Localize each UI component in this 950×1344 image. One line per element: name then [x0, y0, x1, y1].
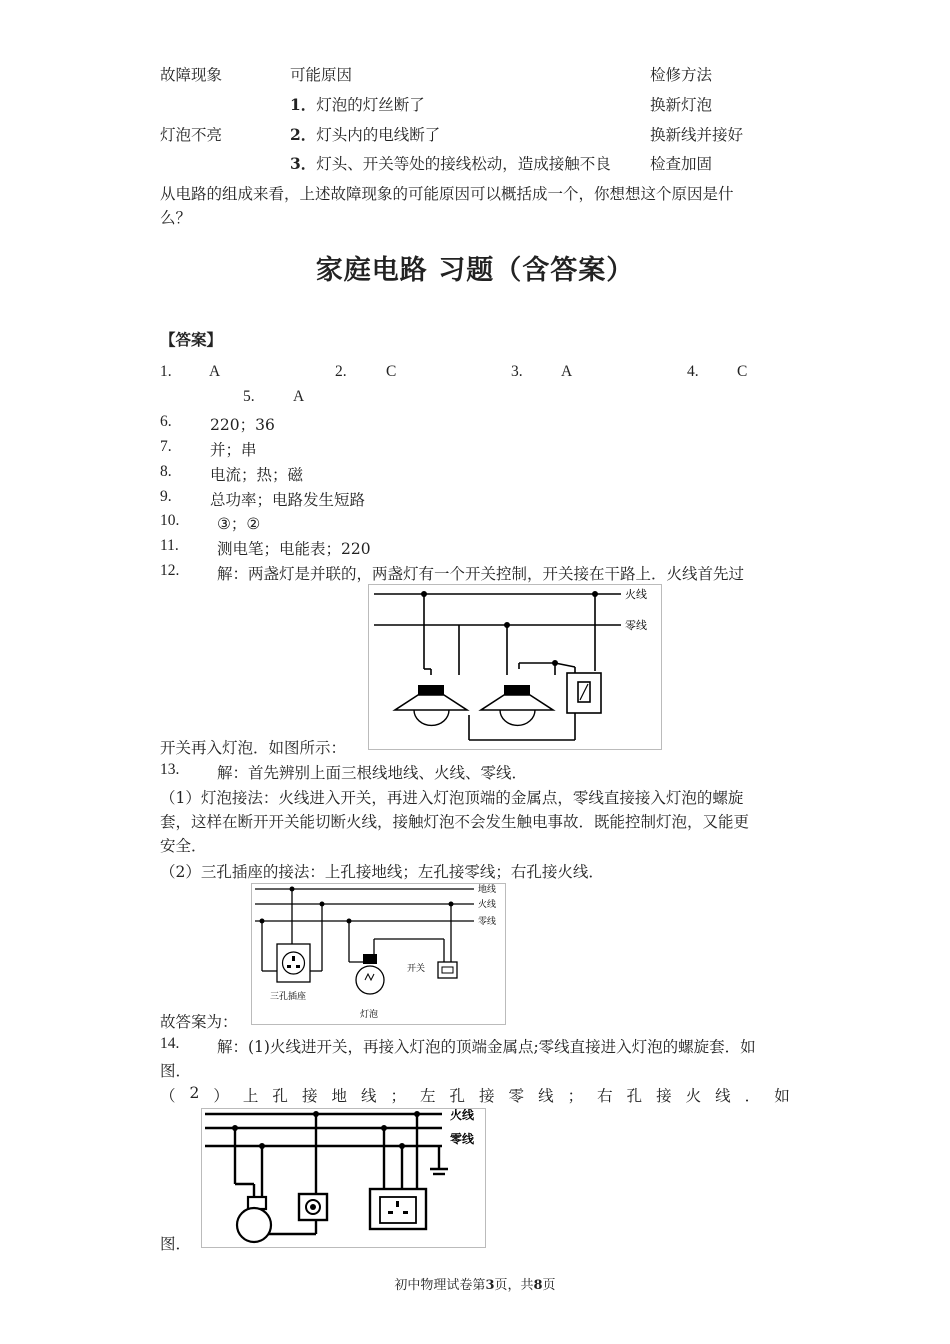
answer-num: 14.	[160, 1035, 180, 1052]
circuit-diagram-two-lamps	[368, 584, 662, 750]
answer-text-justified	[160, 1084, 790, 1106]
justified-char: ．	[744, 1087, 761, 1105]
table-fix: 换新线并接好	[650, 126, 744, 144]
socket-label: 三孔插座	[270, 992, 307, 1002]
answer-text: 解：首先辨别上面三根线地线、火线、零线．	[217, 764, 528, 782]
page-footer: 初中物理试卷第3页，共8页	[394, 1278, 556, 1293]
table-header-cause: 可能原因	[290, 66, 353, 84]
justified-char: 接	[301, 1087, 318, 1105]
answer-text: 套，这样在断开开关能切断火线，接触灯泡不会发生触电事故．既能控制灯泡，又能更	[160, 813, 750, 831]
live-wire-label: 火线	[625, 588, 647, 601]
live-wire-label: 火线	[478, 900, 497, 910]
answer-text: 测电笔；电能表；220	[217, 540, 371, 558]
justified-char: 线	[715, 1087, 731, 1105]
justified-char: 接	[656, 1087, 672, 1105]
justified-char: ；	[567, 1087, 584, 1105]
choice-answer: C	[737, 363, 748, 380]
switch-label: 开关	[407, 964, 426, 974]
ground-wire-label: 地线	[478, 885, 497, 895]
bulb-icon	[237, 1197, 271, 1242]
answer-text: 安全．	[160, 837, 207, 855]
question-text: 从电路的组成来看，上述故障现象的可能原因可以概括成一个，你想想这个原因是什	[160, 185, 734, 203]
choice-answer: A	[561, 363, 573, 380]
justified-char: 左	[420, 1087, 436, 1105]
choice-answer: A	[209, 363, 221, 380]
justified-char: 右	[597, 1087, 613, 1105]
choice-num: 1.	[160, 363, 172, 380]
live-wire-label: 火线	[450, 1109, 475, 1122]
justified-char: 接	[479, 1087, 495, 1105]
answer-text: （1）灯泡接法：火线进入开关，再进入灯泡顶端的金属点，零线直接接入灯泡的螺旋	[160, 789, 744, 807]
justified-char: 火	[685, 1087, 702, 1105]
answer-num: 7.	[160, 438, 172, 455]
neutral-wire-label: 零线	[625, 619, 647, 632]
page-title: 家庭电路 习题（含答案）	[315, 255, 635, 286]
answer-num: 12.	[160, 562, 180, 579]
table-fix: 换新灯泡	[650, 96, 713, 114]
choice-answer: C	[386, 363, 397, 380]
answer-num: 8.	[160, 463, 172, 480]
answer-text: ③；②	[217, 515, 261, 533]
justified-char: 线	[360, 1087, 377, 1105]
answer-text: 图．	[160, 1062, 192, 1080]
switch-icon	[438, 962, 457, 978]
justified-char: 孔	[626, 1087, 643, 1105]
circuit-diagram-lamp-switch-socket	[201, 1108, 486, 1248]
answer-text: 并；串	[210, 441, 257, 459]
table-phenomenon: 灯泡不亮	[160, 126, 223, 144]
answer-num: 10.	[160, 512, 180, 529]
answer-text: 开关再入灯泡．如图所示：	[160, 739, 347, 757]
answer-num: 11.	[160, 537, 179, 554]
choice-num: 4.	[687, 363, 699, 380]
lamp-icon	[481, 685, 553, 725]
bulb-icon	[356, 954, 384, 994]
justified-char: 零	[508, 1087, 525, 1105]
choice-num: 2.	[335, 363, 347, 380]
justified-char: 2	[189, 1084, 200, 1102]
switch-icon	[567, 673, 601, 713]
justified-char: ）	[213, 1087, 229, 1105]
table-row: 1．灯泡的灯丝断了	[290, 95, 425, 114]
circuit-diagram-socket-lamp	[251, 883, 506, 1025]
answer-text: 图．	[160, 1235, 192, 1253]
answer-num: 6.	[160, 413, 172, 430]
bulb-label: 灯泡	[360, 1010, 379, 1020]
choice-answer: A	[293, 388, 305, 405]
switch-icon	[299, 1194, 327, 1220]
answer-num: 13.	[160, 761, 180, 778]
answer-text: 电流；热；磁	[210, 466, 304, 484]
table-row: 2．灯头内的电线断了	[290, 125, 441, 144]
table-fix: 检查加固	[650, 155, 713, 173]
justified-char: 地	[331, 1087, 347, 1105]
lamp-icon	[395, 685, 467, 725]
answer-text: 解：两盏灯是并联的，两盏灯有一个开关控制，开关接在干路上．火线首先过	[217, 565, 745, 583]
answer-text: 解：(1)火线进开关，再接入灯泡的顶端金属点;零线直接进入灯泡的螺旋套．如	[217, 1038, 756, 1056]
justified-char: 孔	[272, 1087, 288, 1105]
table-header-fix: 检修方法	[650, 66, 713, 84]
three-pin-socket-icon	[277, 944, 310, 982]
socket-icon	[370, 1189, 426, 1229]
neutral-wire-label: 零线	[478, 917, 497, 927]
justified-char: （	[160, 1087, 176, 1105]
table-row: 3．灯头、开关等处的接线松动，造成接触不良	[290, 154, 611, 173]
table-header-phenomenon: 故障现象	[160, 66, 223, 84]
neutral-wire-label: 零线	[450, 1132, 475, 1146]
justified-char: 如	[774, 1087, 790, 1105]
justified-char: 孔	[449, 1087, 466, 1105]
answer-text: 故答案为：	[160, 1013, 238, 1031]
answer-text: （2）三孔插座的接法：上孔接地线；左孔接零线；右孔接火线．	[160, 863, 604, 881]
question-text: 么？	[160, 209, 192, 227]
choice-num: 5.	[243, 388, 255, 405]
answer-text: 总功率；电路发生短路	[210, 491, 366, 509]
choice-num: 3.	[511, 363, 523, 380]
answer-text: 220；36	[210, 416, 275, 434]
justified-char: 上	[242, 1087, 259, 1105]
justified-char: ；	[390, 1087, 406, 1105]
answer-heading: 【答案】	[160, 330, 223, 349]
answer-num: 9.	[160, 488, 172, 505]
justified-char: 线	[538, 1087, 554, 1105]
